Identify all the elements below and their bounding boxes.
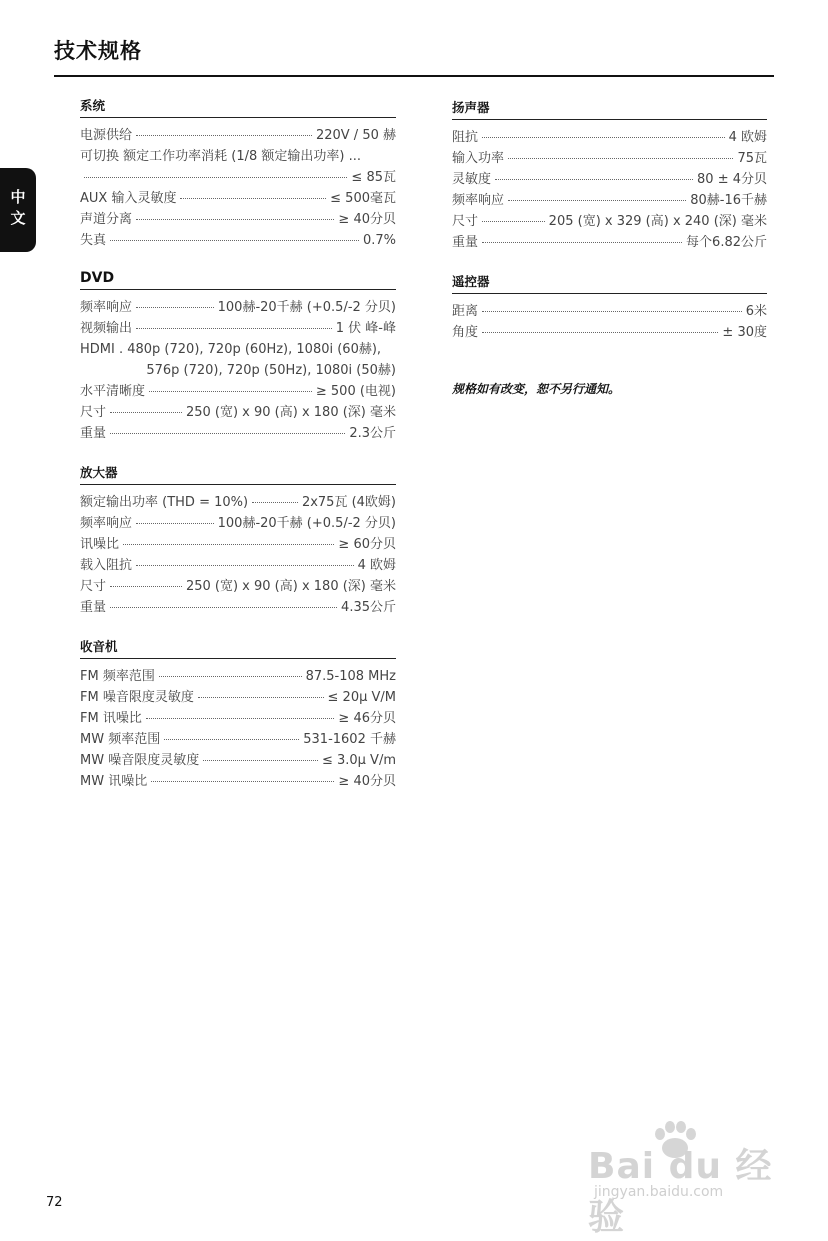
spec-label: 频率响应: [452, 193, 505, 208]
spec-value: 4 欧姆: [728, 130, 767, 145]
dot-leader: [495, 179, 693, 180]
language-tab: [0, 168, 36, 252]
spec-value: 80赫-16千赫: [690, 193, 767, 208]
spec-value: 75瓦: [737, 151, 767, 166]
spec-value: 80 ± 4分贝: [697, 172, 767, 187]
right-column: [452, 98, 767, 362]
spec-row: [80, 749, 396, 770]
spec-value: 4 欧姆: [357, 558, 396, 573]
spec-row: [452, 189, 767, 210]
spec-row: [80, 575, 396, 596]
spec-label: 失真: [80, 233, 107, 248]
spec-value: 100赫-20千赫 (+0.5/-2 分贝): [217, 300, 396, 315]
dot-leader: [482, 332, 718, 333]
left-column: [80, 96, 396, 811]
dot-leader: [136, 328, 332, 329]
spec-label: 重量: [452, 235, 479, 250]
page-title: 技术规格: [54, 39, 142, 63]
spec-row: [80, 208, 396, 229]
spec-value: 1 伏 峰-峰: [335, 321, 396, 336]
dot-leader: [198, 697, 324, 698]
spec-value: ≤ 85瓦: [351, 170, 396, 185]
spec-row: [80, 665, 396, 686]
dot-leader: [252, 502, 298, 503]
spec-label: 角度: [452, 325, 479, 340]
spec-value: ≤ 500毫瓦: [330, 191, 396, 206]
spec-row: [452, 126, 767, 147]
spec-row: [80, 166, 396, 187]
spec-row: [80, 491, 396, 512]
dot-leader: [123, 544, 334, 545]
dot-leader: [110, 586, 182, 587]
spec-value: 0.7%: [362, 233, 396, 248]
spec-row: [80, 317, 396, 338]
spec-label: 载入阻抗: [80, 558, 133, 573]
spec-value: 531-1602 千赫: [303, 732, 396, 747]
section-heading: 扬声器: [452, 98, 767, 120]
dot-leader: [482, 221, 545, 222]
dot-leader: [84, 177, 347, 178]
spec-label: AUX 输入灵敏度: [80, 191, 177, 206]
baidu-watermark: [588, 1120, 778, 1238]
spec-value: 2x75瓦 (4欧姆): [301, 495, 396, 510]
section-heading: 遥控器: [452, 272, 767, 294]
spec-value: 100赫-20千赫 (+0.5/-2 分贝): [217, 516, 396, 531]
spec-value: ± 30度: [722, 325, 767, 340]
spec-row: [452, 321, 767, 342]
spec-value: ≥ 60分贝: [338, 537, 396, 552]
spec-label: 576p (720), 720p (50Hz), 1080i (50赫): [146, 363, 396, 378]
dot-leader: [110, 607, 337, 608]
spec-row: [80, 380, 396, 401]
spec-value: 87.5-108 MHz: [305, 669, 396, 684]
spec-row: [452, 231, 767, 252]
spec-label: FM 讯噪比: [80, 711, 142, 726]
spec-label: MW 频率范围: [80, 732, 161, 747]
spec-row: [80, 145, 396, 166]
dot-leader: [482, 242, 682, 243]
spec-label: HDMI . 480p (720), 720p (60Hz), 1080i (60赫),: [80, 342, 382, 357]
spec-row: [80, 533, 396, 554]
spec-row: [80, 359, 396, 380]
spec-row: [80, 401, 396, 422]
dot-leader: [164, 739, 299, 740]
spec-label: 可切换 额定工作功率消耗 (1/8 额定输出功率) ...: [80, 149, 361, 164]
dot-leader: [482, 311, 742, 312]
page-number: 72: [46, 1195, 63, 1210]
spec-row: [452, 300, 767, 321]
dot-leader: [149, 391, 312, 392]
spec-section: [80, 637, 396, 791]
spec-label: 输入功率: [452, 151, 505, 166]
spec-value: ≥ 40分贝: [338, 212, 396, 227]
spec-label: 频率响应: [80, 300, 133, 315]
spec-label: 水平清晰度: [80, 384, 146, 399]
spec-value: 4.35公斤: [341, 600, 396, 615]
watermark-logo-text: Bai du 经验: [588, 1146, 773, 1238]
spec-row: [80, 422, 396, 443]
spec-row: [80, 512, 396, 533]
spec-label: 声道分离: [80, 212, 133, 227]
spec-row: [80, 187, 396, 208]
spec-row: [452, 168, 767, 189]
spec-label: FM 频率范围: [80, 669, 155, 684]
spec-section: [452, 272, 767, 342]
section-heading: 收音机: [80, 637, 396, 659]
spec-value: 2.3公斤: [349, 426, 396, 441]
spec-label: 额定输出功率 (THD = 10%): [80, 495, 249, 510]
spec-section: [80, 463, 396, 617]
spec-value: 每个6.82公斤: [686, 235, 767, 250]
language-tab-label: 中文: [8, 189, 27, 231]
spec-value: 250 (宽) x 90 (高) x 180 (深) 毫米: [185, 579, 396, 594]
spec-section: [80, 96, 396, 250]
dot-leader: [136, 307, 214, 308]
dot-leader: [482, 137, 725, 138]
dot-leader: [136, 523, 214, 524]
spec-value: ≤ 3.0µ V/m: [321, 753, 396, 768]
spec-label: 重量: [80, 600, 107, 615]
spec-label: 尺寸: [452, 214, 479, 229]
dot-leader: [159, 676, 302, 677]
spec-row: [452, 210, 767, 231]
watermark-url: jingyan.baidu.com: [594, 1184, 724, 1200]
dot-leader: [180, 198, 326, 199]
spec-value: 205 (宽) x 329 (高) x 240 (深) 毫米: [548, 214, 767, 229]
spec-row: [80, 770, 396, 791]
spec-value: ≥ 46分贝: [338, 711, 396, 726]
spec-label: 重量: [80, 426, 107, 441]
section-heading: 系统: [80, 96, 396, 118]
spec-section: [452, 98, 767, 252]
section-heading: 放大器: [80, 463, 396, 485]
spec-label: 灵敏度: [452, 172, 492, 187]
spec-row: [80, 338, 396, 359]
dot-leader: [508, 200, 686, 201]
spec-value: 220V / 50 赫: [315, 128, 396, 143]
spec-label: 尺寸: [80, 405, 107, 420]
spec-label: FM 噪音限度灵敏度: [80, 690, 194, 705]
spec-value: ≥ 40分贝: [338, 774, 396, 789]
dot-leader: [151, 781, 334, 782]
spec-value: ≥ 500 (电视): [315, 384, 396, 399]
spec-row: [80, 707, 396, 728]
dot-leader: [146, 718, 335, 719]
dot-leader: [110, 433, 345, 434]
spec-label: 距离: [452, 304, 479, 319]
spec-value: ≤ 20µ V/M: [327, 690, 396, 705]
dot-leader: [136, 219, 334, 220]
section-heading: DVD: [80, 270, 396, 290]
title-divider: [54, 75, 774, 77]
spec-row: [80, 686, 396, 707]
spec-label: 尺寸: [80, 579, 107, 594]
spec-label: MW 讯噪比: [80, 774, 148, 789]
spec-row: [80, 554, 396, 575]
spec-row: [80, 728, 396, 749]
spec-label: 电源供给: [80, 128, 133, 143]
spec-label: 阻抗: [452, 130, 479, 145]
dot-leader: [136, 565, 354, 566]
spec-row: [80, 124, 396, 145]
spec-value: 6米: [745, 304, 767, 319]
dot-leader: [110, 412, 182, 413]
spec-row: [80, 296, 396, 317]
spec-label: 视频输出: [80, 321, 133, 336]
dot-leader: [508, 158, 733, 159]
spec-row: [452, 147, 767, 168]
spec-row: [80, 596, 396, 617]
spec-row: [80, 229, 396, 250]
dot-leader: [203, 760, 318, 761]
spec-section: [80, 270, 396, 443]
spec-label: 频率响应: [80, 516, 133, 531]
dot-leader: [136, 135, 312, 136]
dot-leader: [110, 240, 359, 241]
change-notice: 规格如有改变，恕不另行通知。: [452, 382, 621, 396]
spec-value: 250 (宽) x 90 (高) x 180 (深) 毫米: [185, 405, 396, 420]
spec-label: 讯噪比: [80, 537, 120, 552]
spec-label: MW 噪音限度灵敏度: [80, 753, 200, 768]
